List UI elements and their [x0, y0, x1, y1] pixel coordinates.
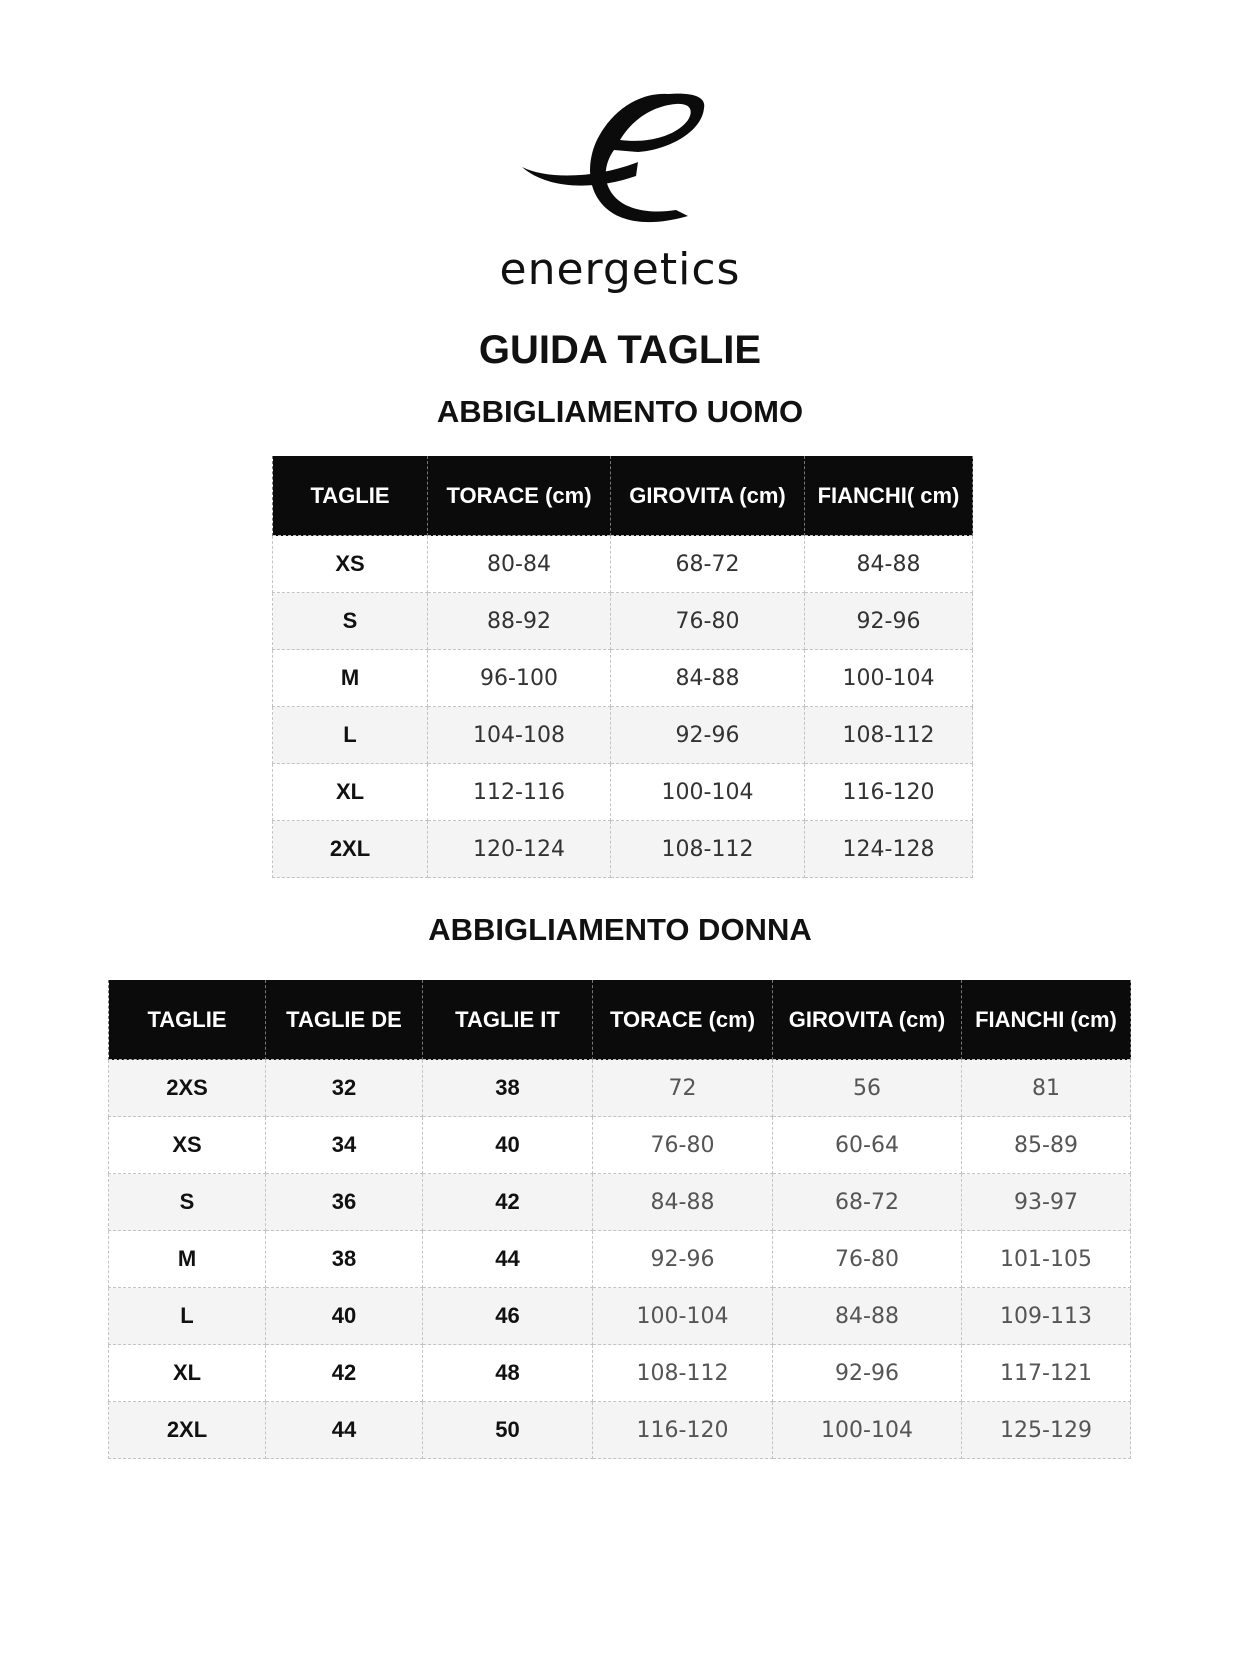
- table-row: [273, 707, 973, 764]
- size-cell: L: [273, 707, 428, 764]
- waist-cell: 92-96: [611, 707, 805, 764]
- hips-cell: 92-96: [805, 593, 973, 650]
- size-cell: L: [109, 1288, 266, 1345]
- hips-cell: 84-88: [805, 536, 973, 593]
- table-row: [273, 764, 973, 821]
- chest-cell: 104-108: [428, 707, 611, 764]
- table-row: [109, 1060, 1131, 1117]
- size-de-cell: 32: [266, 1060, 423, 1117]
- hips-cell: 101-105: [962, 1231, 1131, 1288]
- men-section-heading: ABBIGLIAMENTO UOMO: [436, 394, 804, 429]
- waist-cell: 84-88: [611, 650, 805, 707]
- header-cell: TAGLIE DE: [266, 980, 423, 1060]
- header-cell: TAGLIE: [273, 456, 428, 536]
- table-row: [109, 1288, 1131, 1345]
- chest-cell: 80-84: [428, 536, 611, 593]
- chest-cell: 96-100: [428, 650, 611, 707]
- size-cell: 2XL: [273, 821, 428, 878]
- hips-cell: 81: [962, 1060, 1131, 1117]
- size-cell: M: [109, 1231, 266, 1288]
- waist-cell: 68-72: [611, 536, 805, 593]
- table-row: [273, 821, 973, 878]
- brand-name: energetics: [499, 244, 741, 295]
- chest-cell: 72: [593, 1060, 773, 1117]
- size-cell: S: [109, 1174, 266, 1231]
- hips-cell: 93-97: [962, 1174, 1131, 1231]
- size-cell: 2XL: [109, 1402, 266, 1459]
- size-de-cell: 38: [266, 1231, 423, 1288]
- size-de-cell: 36: [266, 1174, 423, 1231]
- size-cell: M: [273, 650, 428, 707]
- page-title: GUIDA TAGLIE: [478, 328, 762, 372]
- hips-cell: 100-104: [805, 650, 973, 707]
- chest-cell: 120-124: [428, 821, 611, 878]
- women-section-heading: ABBIGLIAMENTO DONNA: [428, 912, 812, 947]
- size-de-cell: 42: [266, 1345, 423, 1402]
- table-row: [109, 1117, 1131, 1174]
- hips-cell: 85-89: [962, 1117, 1131, 1174]
- size-it-cell: 50: [423, 1402, 593, 1459]
- chest-cell: 88-92: [428, 593, 611, 650]
- table-row: [273, 650, 973, 707]
- table-header-row: [109, 980, 1131, 1060]
- hips-cell: 108-112: [805, 707, 973, 764]
- size-it-cell: 40: [423, 1117, 593, 1174]
- waist-cell: 76-80: [611, 593, 805, 650]
- chest-cell: 100-104: [593, 1288, 773, 1345]
- size-it-cell: 42: [423, 1174, 593, 1231]
- size-de-cell: 40: [266, 1288, 423, 1345]
- table-row: [109, 1231, 1131, 1288]
- size-de-cell: 34: [266, 1117, 423, 1174]
- header-cell: GIROVITA (cm): [611, 456, 805, 536]
- table-row: [273, 536, 973, 593]
- energetics-logo-icon: [518, 92, 728, 232]
- hips-cell: 117-121: [962, 1345, 1131, 1402]
- waist-cell: 100-104: [611, 764, 805, 821]
- waist-cell: 76-80: [773, 1231, 962, 1288]
- header-cell: TAGLIE: [109, 980, 266, 1060]
- hips-cell: 109-113: [962, 1288, 1131, 1345]
- size-cell: XS: [109, 1117, 266, 1174]
- table-row: [109, 1345, 1131, 1402]
- men-size-table: [272, 456, 973, 878]
- waist-cell: 100-104: [773, 1402, 962, 1459]
- size-cell: S: [273, 593, 428, 650]
- chest-cell: 112-116: [428, 764, 611, 821]
- waist-cell: 68-72: [773, 1174, 962, 1231]
- header-cell: FIANCHI( cm): [805, 456, 973, 536]
- waist-cell: 92-96: [773, 1345, 962, 1402]
- size-it-cell: 48: [423, 1345, 593, 1402]
- hips-cell: 125-129: [962, 1402, 1131, 1459]
- size-cell: XL: [109, 1345, 266, 1402]
- size-cell: 2XS: [109, 1060, 266, 1117]
- chest-cell: 92-96: [593, 1231, 773, 1288]
- table-row: [109, 1402, 1131, 1459]
- size-cell: XL: [273, 764, 428, 821]
- table-row: [109, 1174, 1131, 1231]
- table-row: [273, 593, 973, 650]
- waist-cell: 56: [773, 1060, 962, 1117]
- hips-cell: 124-128: [805, 821, 973, 878]
- header-cell: TORACE (cm): [428, 456, 611, 536]
- header-cell: TORACE (cm): [593, 980, 773, 1060]
- chest-cell: 84-88: [593, 1174, 773, 1231]
- header-cell: GIROVITA (cm): [773, 980, 962, 1060]
- size-de-cell: 44: [266, 1402, 423, 1459]
- size-it-cell: 38: [423, 1060, 593, 1117]
- header-cell: FIANCHI (cm): [962, 980, 1131, 1060]
- table-header-row: [273, 456, 973, 536]
- chest-cell: 116-120: [593, 1402, 773, 1459]
- size-it-cell: 46: [423, 1288, 593, 1345]
- hips-cell: 116-120: [805, 764, 973, 821]
- women-size-table: [108, 980, 1131, 1459]
- chest-cell: 76-80: [593, 1117, 773, 1174]
- header-cell: TAGLIE IT: [423, 980, 593, 1060]
- waist-cell: 60-64: [773, 1117, 962, 1174]
- size-it-cell: 44: [423, 1231, 593, 1288]
- waist-cell: 108-112: [611, 821, 805, 878]
- chest-cell: 108-112: [593, 1345, 773, 1402]
- waist-cell: 84-88: [773, 1288, 962, 1345]
- size-cell: XS: [273, 536, 428, 593]
